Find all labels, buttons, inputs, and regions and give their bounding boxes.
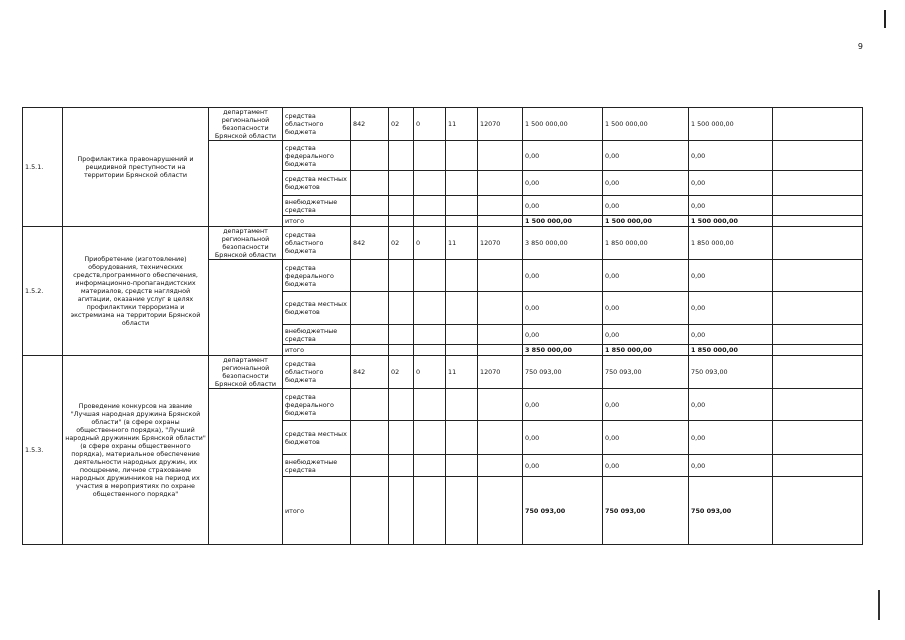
code-empty: [351, 477, 389, 545]
code-empty: [414, 260, 446, 292]
code-empty: [478, 171, 523, 196]
value-2: 0,00: [603, 292, 689, 325]
value-2: 750 093,00: [603, 356, 689, 389]
code-empty: [389, 421, 414, 455]
code-empty: [478, 455, 523, 477]
value-1: 0,00: [523, 196, 603, 216]
code-empty: [351, 141, 389, 171]
code-empty: [478, 260, 523, 292]
code-empty: [414, 345, 446, 356]
code-empty: [414, 141, 446, 171]
code-empty: [414, 292, 446, 325]
value-3: 0,00: [689, 421, 773, 455]
executor-cont: [209, 389, 283, 545]
code-empty: [478, 216, 523, 227]
value-2: 0,00: [603, 260, 689, 292]
source-label: итого: [283, 216, 351, 227]
value-3: 0,00: [689, 196, 773, 216]
code-grbs: 842: [351, 356, 389, 389]
code-empty: [446, 421, 478, 455]
code-empty: [446, 141, 478, 171]
code-empty: [414, 455, 446, 477]
empty-cell: [773, 455, 863, 477]
value-1: 0,00: [523, 171, 603, 196]
executor: департамент региональной безопасности Брянской области: [209, 108, 283, 141]
code-empty: [351, 345, 389, 356]
scan-mark: [884, 10, 886, 28]
code-csr: 11: [446, 227, 478, 260]
item-name: Профилактика правонарушений и рецидивной преступности на территории Брянской области: [63, 108, 209, 227]
value-3: 1 500 000,00: [689, 216, 773, 227]
value-1: 0,00: [523, 260, 603, 292]
item-number: 1.5.2.: [23, 227, 63, 356]
code-empty: [478, 196, 523, 216]
value-1: 0,00: [523, 421, 603, 455]
item-name: Приобретение (изготовление) оборудования, технических средств,программного обеспечения, информационно-пропагандистских материалов, средств наглядной агитации, оказание услуг в целях профилактики терроризма и экстремизма на территории Брянской области: [63, 227, 209, 356]
value-1: 1 500 000,00: [523, 108, 603, 141]
code-empty: [389, 216, 414, 227]
empty-cell: [773, 196, 863, 216]
value-2: 1 500 000,00: [603, 216, 689, 227]
code-empty: [414, 421, 446, 455]
value-2: 0,00: [603, 171, 689, 196]
empty-cell: [773, 345, 863, 356]
value-3: 0,00: [689, 325, 773, 345]
source-label: внебюджетные средства: [283, 196, 351, 216]
source-label: итого: [283, 477, 351, 545]
code-rz: 02: [389, 108, 414, 141]
code-empty: [478, 141, 523, 171]
source-label: средства областного бюджета: [283, 108, 351, 141]
code-empty: [446, 292, 478, 325]
source-label: средства местных бюджетов: [283, 421, 351, 455]
item-name: Проведение конкурсов на звание "Лучшая народная дружина Брянской области" (в сфере охраны общественного порядка), "Лучший народный дружинник Брянской области" (в сфере охраны общественного порядка), материальное обеспечение деятельности народных дружин, их поощрение, личное страхование народных дружинников на период их участия в мероприятиях по охране общественного порядка": [63, 356, 209, 545]
code-empty: [478, 421, 523, 455]
executor: департамент региональной безопасности Брянской области: [209, 227, 283, 260]
value-1: 0,00: [523, 141, 603, 171]
code-empty: [446, 389, 478, 421]
value-2: 0,00: [603, 421, 689, 455]
value-3: 0,00: [689, 389, 773, 421]
code-empty: [351, 389, 389, 421]
code-empty: [414, 171, 446, 196]
value-3: 1 850 000,00: [689, 345, 773, 356]
code-empty: [389, 141, 414, 171]
value-1: 0,00: [523, 389, 603, 421]
item-number: 1.5.1.: [23, 108, 63, 227]
source-label: внебюджетные средства: [283, 455, 351, 477]
value-3: 0,00: [689, 292, 773, 325]
value-1: 750 093,00: [523, 356, 603, 389]
value-2: 0,00: [603, 325, 689, 345]
value-2: 0,00: [603, 455, 689, 477]
code-empty: [478, 345, 523, 356]
value-1: 0,00: [523, 325, 603, 345]
code-empty: [351, 260, 389, 292]
code-empty: [414, 325, 446, 345]
value-3: 1 850 000,00: [689, 227, 773, 260]
code-empty: [446, 345, 478, 356]
source-label: средства местных бюджетов: [283, 292, 351, 325]
source-label: итого: [283, 345, 351, 356]
code-pr: 0: [414, 356, 446, 389]
empty-cell: [773, 216, 863, 227]
code-empty: [351, 421, 389, 455]
value-2: 750 093,00: [603, 477, 689, 545]
table-row: [23, 108, 863, 141]
value-2: 1 500 000,00: [603, 108, 689, 141]
value-1: 3 850 000,00: [523, 345, 603, 356]
budget-table: [22, 107, 863, 545]
empty-cell: [773, 477, 863, 545]
code-empty: [389, 389, 414, 421]
empty-cell: [773, 108, 863, 141]
code-empty: [446, 171, 478, 196]
code-csr: 11: [446, 356, 478, 389]
empty-cell: [773, 260, 863, 292]
value-3: 0,00: [689, 455, 773, 477]
value-3: 0,00: [689, 141, 773, 171]
code-empty: [389, 196, 414, 216]
code-empty: [351, 455, 389, 477]
value-3: 1 500 000,00: [689, 108, 773, 141]
code-empty: [389, 292, 414, 325]
code-rz: 02: [389, 227, 414, 260]
code-empty: [351, 292, 389, 325]
source-label: средства местных бюджетов: [283, 171, 351, 196]
code-empty: [414, 216, 446, 227]
code-empty: [446, 216, 478, 227]
value-1: 1 500 000,00: [523, 216, 603, 227]
code-empty: [351, 325, 389, 345]
executor-cont: [209, 260, 283, 356]
code-empty: [414, 389, 446, 421]
empty-cell: [773, 292, 863, 325]
source-label: средства федерального бюджета: [283, 141, 351, 171]
table-row: [23, 227, 863, 260]
source-label: внебюджетные средства: [283, 325, 351, 345]
code-rz: 02: [389, 356, 414, 389]
source-label: средства областного бюджета: [283, 227, 351, 260]
value-1: 750 093,00: [523, 477, 603, 545]
code-empty: [389, 345, 414, 356]
code-csr: 11: [446, 108, 478, 141]
value-2: 1 850 000,00: [603, 345, 689, 356]
item-number: 1.5.3.: [23, 356, 63, 545]
empty-cell: [773, 171, 863, 196]
value-2: 1 850 000,00: [603, 227, 689, 260]
value-2: 0,00: [603, 389, 689, 421]
code-empty: [389, 455, 414, 477]
executor-cont: [209, 141, 283, 227]
code-empty: [351, 196, 389, 216]
empty-cell: [773, 227, 863, 260]
code-empty: [389, 171, 414, 196]
code-empty: [389, 477, 414, 545]
code-empty: [446, 196, 478, 216]
code-empty: [446, 455, 478, 477]
source-label: средства федерального бюджета: [283, 389, 351, 421]
empty-cell: [773, 141, 863, 171]
code-empty: [414, 477, 446, 545]
code-empty: [446, 260, 478, 292]
code-pr: 0: [414, 108, 446, 141]
code-empty: [446, 477, 478, 545]
code-pr: 0: [414, 227, 446, 260]
value-2: 0,00: [603, 141, 689, 171]
empty-cell: [773, 325, 863, 345]
code-empty: [351, 216, 389, 227]
empty-cell: [773, 356, 863, 389]
code-empty: [414, 196, 446, 216]
executor: департамент региональной безопасности Брянской области: [209, 356, 283, 389]
source-label: средства областного бюджета: [283, 356, 351, 389]
table-row: [23, 356, 863, 389]
code-empty: [478, 477, 523, 545]
code-empty: [446, 325, 478, 345]
empty-cell: [773, 421, 863, 455]
code-empty: [478, 389, 523, 421]
value-3: 750 093,00: [689, 356, 773, 389]
code-grbs: 842: [351, 108, 389, 141]
empty-cell: [773, 389, 863, 421]
value-1: 0,00: [523, 292, 603, 325]
page-number: 9: [857, 42, 863, 51]
code-empty: [478, 292, 523, 325]
value-3: 750 093,00: [689, 477, 773, 545]
value-3: 0,00: [689, 260, 773, 292]
code-vr: 12070: [478, 356, 523, 389]
code-empty: [351, 171, 389, 196]
code-vr: 12070: [478, 108, 523, 141]
code-empty: [389, 260, 414, 292]
value-3: 0,00: [689, 171, 773, 196]
source-label: средства федерального бюджета: [283, 260, 351, 292]
code-vr: 12070: [478, 227, 523, 260]
scan-mark: [878, 590, 880, 620]
value-1: 3 850 000,00: [523, 227, 603, 260]
code-empty: [478, 325, 523, 345]
value-2: 0,00: [603, 196, 689, 216]
code-grbs: 842: [351, 227, 389, 260]
code-empty: [389, 325, 414, 345]
value-1: 0,00: [523, 455, 603, 477]
